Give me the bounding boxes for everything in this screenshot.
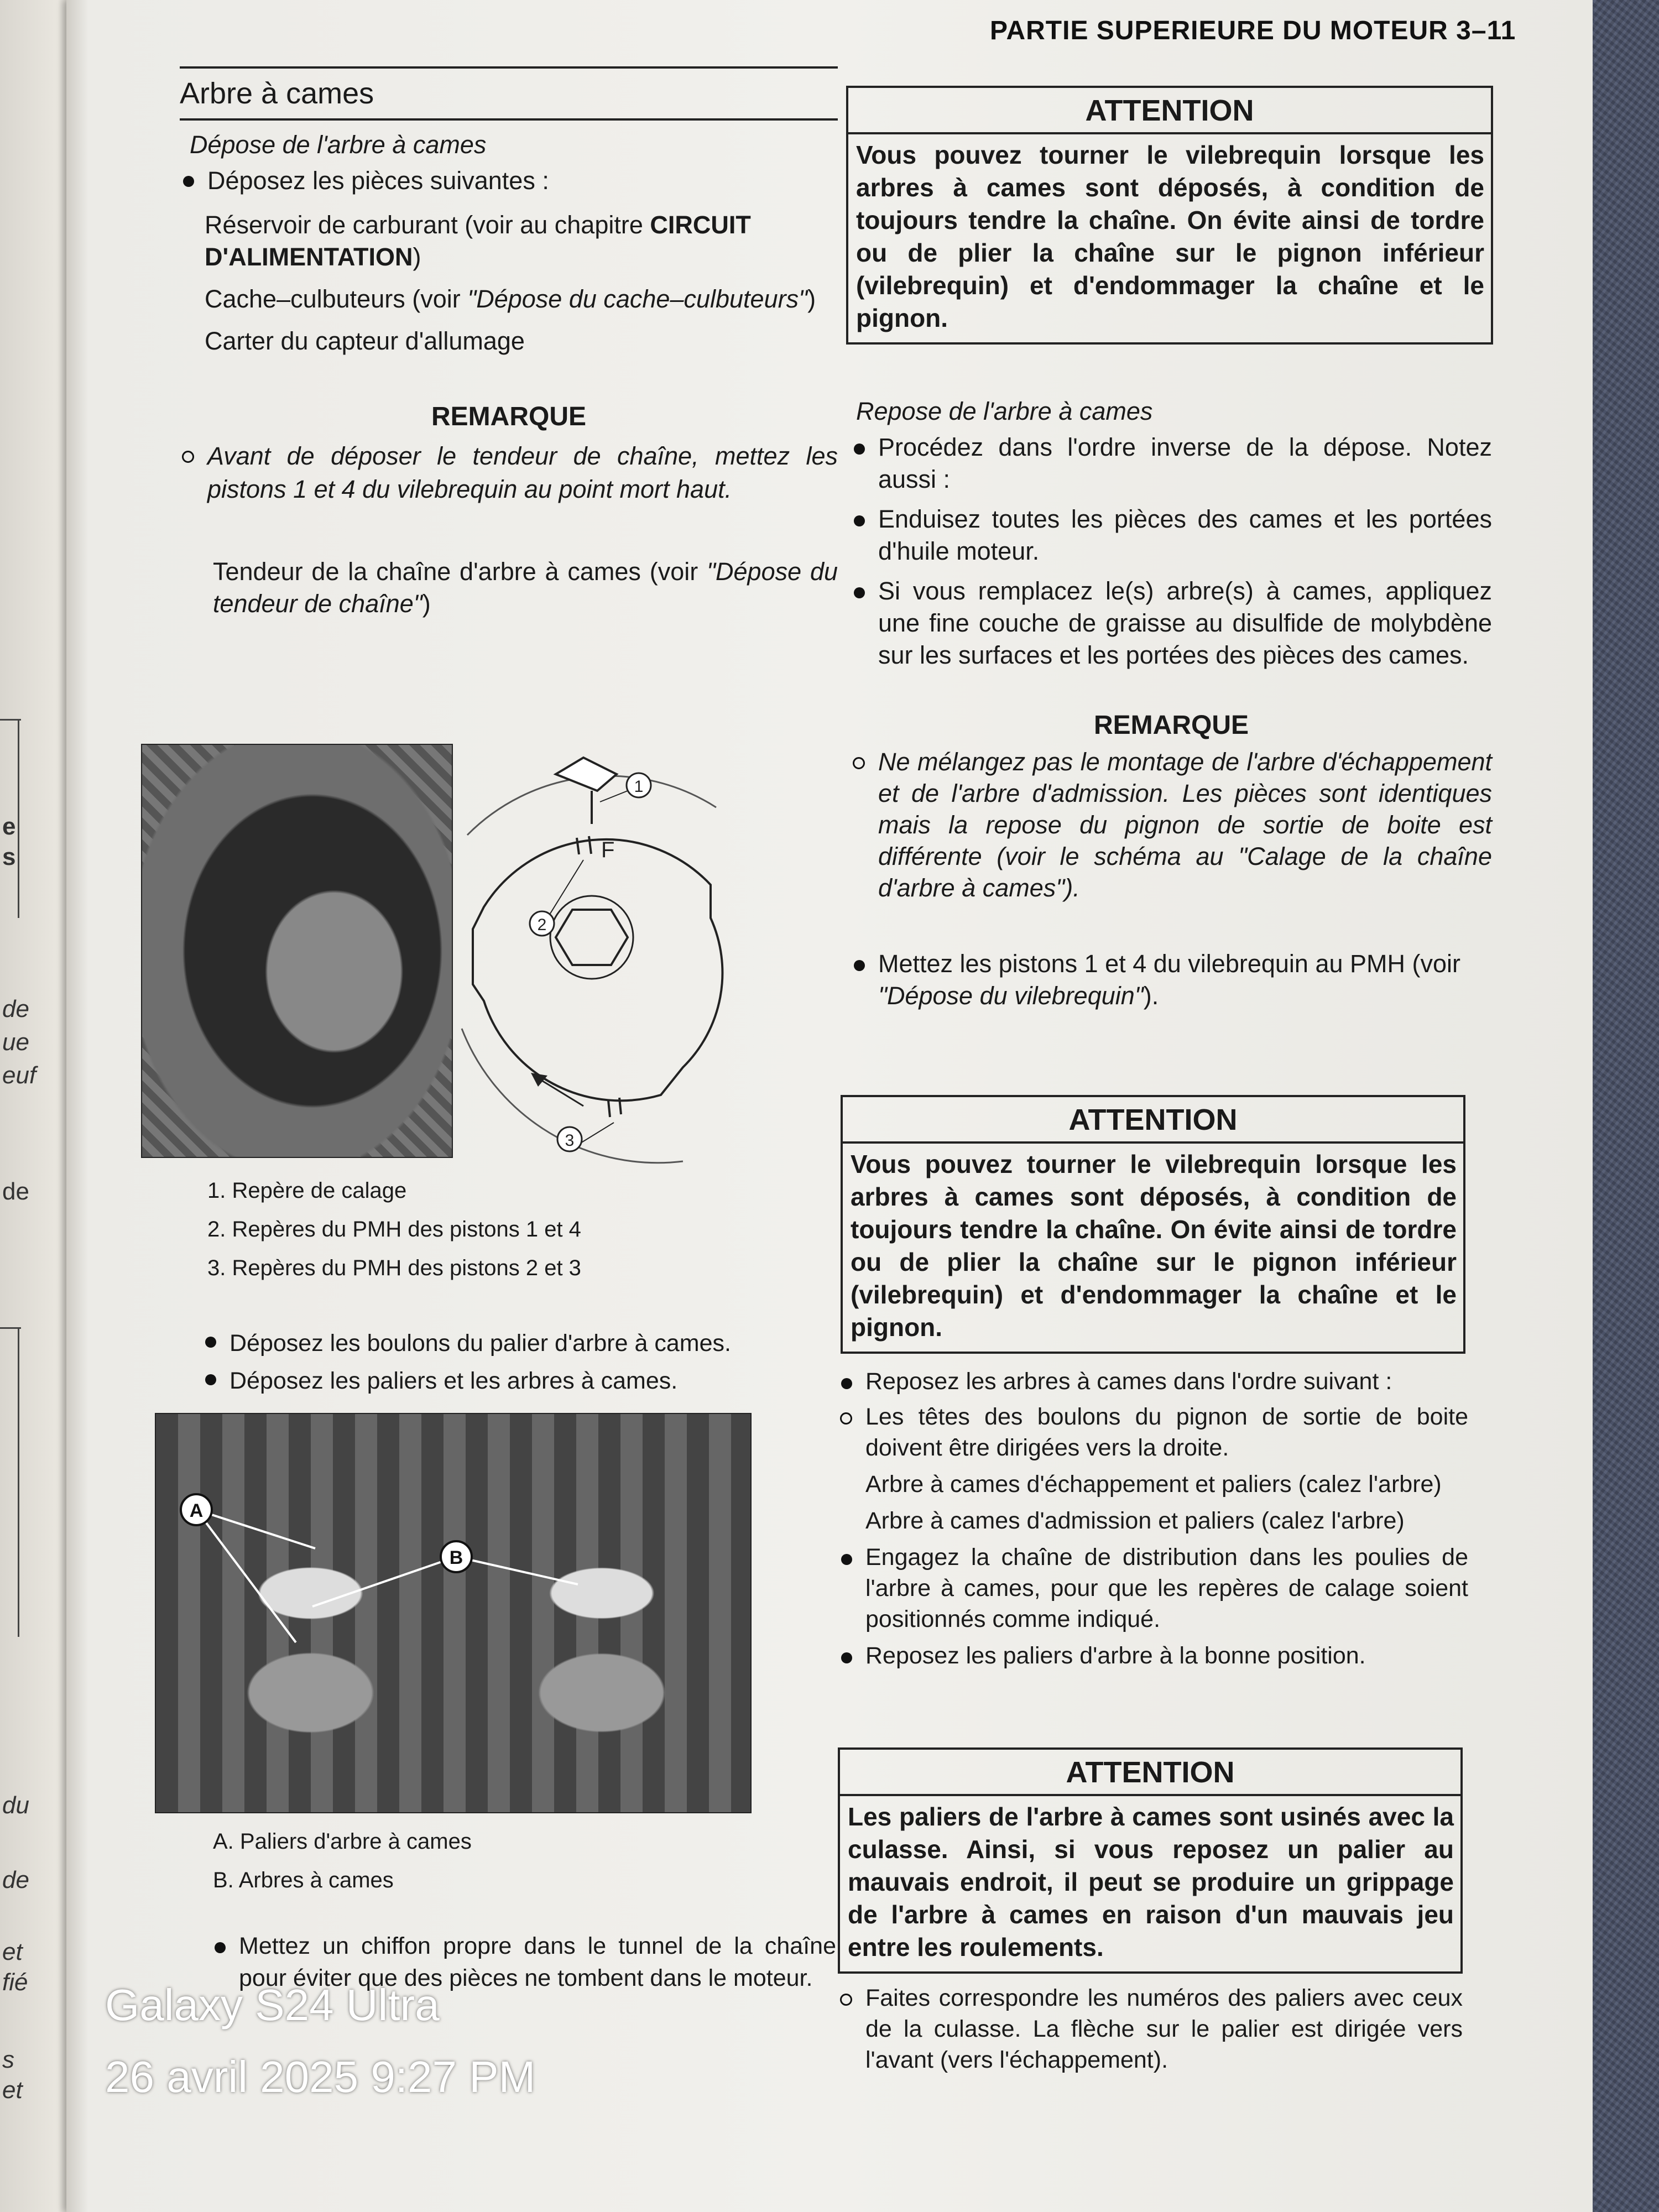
prev-page-fragment: et — [2, 2077, 23, 2104]
remarque-title: REMARQUE — [431, 402, 586, 431]
bullet-icon — [183, 176, 194, 187]
caption-item: A. Paliers d'arbre à cames — [213, 1829, 472, 1854]
prev-page-rule — [18, 1327, 19, 1637]
bullet-item — [838, 1542, 1468, 1635]
hex-bolt-icon — [556, 910, 628, 965]
timing-pointer-icon — [556, 758, 617, 791]
prev-page-rule — [18, 719, 19, 918]
prev-page-fragment: et — [2, 1938, 23, 1965]
bullet-item — [838, 1640, 1468, 1671]
circle-bullet-icon — [182, 451, 194, 463]
prev-page-fragment: de — [2, 1178, 29, 1205]
bullet-text: Procédez dans l'ordre inverse de la dépose. Notez aussi : — [878, 433, 1492, 493]
bullet-item — [851, 503, 1492, 567]
tendeur-text-italic: "Dépose du tendeur de chaîne" — [213, 557, 838, 618]
bullet-icon — [841, 1378, 852, 1389]
f-label: F — [601, 838, 615, 862]
remarque-text: Avant de déposer le tendeur de chaîne, mettez les pistons 1 et 4 du vilebrequin au point mort haut. — [207, 442, 838, 503]
part-text: ) — [807, 285, 816, 313]
attention-box-2 — [841, 1095, 1465, 1354]
warning-box — [846, 86, 1493, 345]
attention-text: Vous pouvez tourner le vilebrequin lorsque les arbres à cames sont déposés, à condition de toujours tendre la chaîne. On évite ainsi de tordre ou de plier la chaîne sur le pignon inférieur (vilebrequin) et d'endommager la chaîne et le pignon. — [851, 1150, 1457, 1342]
bullet-icon — [215, 1942, 226, 1953]
order-step: Arbre à cames d'admission et paliers (calez l'arbre) — [865, 1507, 1405, 1534]
bullet-text-italic: "Dépose du vilebrequin" — [878, 982, 1144, 1010]
leader-line — [600, 791, 628, 802]
part-text: Cache–culbuteurs (voir — [205, 285, 468, 313]
bullet-item — [180, 164, 838, 198]
bullet-text: Mettez un chiffon propre dans le tunnel de la chaîne pour éviter que des pièces ne tombent dans le moteur. — [239, 1933, 836, 1991]
left-column — [180, 66, 838, 620]
caption-item: 3. Repères du PMH des pistons 2 et 3 — [207, 1256, 581, 1280]
prev-page-fragment: de — [2, 995, 29, 1022]
bullet-item — [851, 431, 1492, 495]
callout-b-label: B — [449, 1547, 463, 1568]
remarque-title: REMARQUE — [1093, 711, 1249, 740]
figure1-captions — [207, 1171, 760, 1287]
bullet-item — [202, 1362, 838, 1400]
attention-title: ATTENTION — [840, 1750, 1460, 1796]
circle-bullet-icon — [840, 1412, 852, 1425]
prev-page-fragment: du — [2, 1792, 29, 1819]
attention-text: Vous pouvez tourner le vilebrequin lorsque les arbres à cames sont déposés, à condition de toujours tendre la chaîne. On évite ainsi de tordre ou de plier la chaîne sur le pignon inférieur (vilebrequin) et d'endommager la chaîne et le pignon. — [856, 140, 1484, 332]
subhead-repose: Repose de l'arbre à cames — [856, 397, 1153, 425]
bullet-item — [851, 575, 1492, 671]
bullet-item — [838, 1366, 1468, 1397]
bullet-icon — [854, 444, 865, 455]
callout-1-label: 1 — [634, 778, 644, 796]
bullet-icon — [854, 587, 865, 598]
part-text-italic: "Dépose du cache–culbuteurs" — [467, 285, 808, 313]
sub-item — [838, 1401, 1468, 1463]
page-header: PARTIE SUPERIEURE DU MOTEUR 3–11 — [990, 16, 1516, 45]
repose-order-section — [838, 1366, 1468, 1671]
part-item — [180, 325, 838, 357]
sub-item — [838, 1983, 1463, 2075]
leader-line — [578, 1123, 614, 1145]
caption-item: B. Arbres à cames — [213, 1868, 394, 1892]
section-rule — [180, 66, 838, 69]
prev-page-fragment: e — [2, 813, 16, 840]
part-item — [180, 283, 838, 315]
callout-a-label: A — [189, 1500, 204, 1521]
attention-box-3 — [838, 1747, 1463, 1974]
prev-page-fragment: euf — [2, 1062, 36, 1089]
tendeur-text: ) — [422, 589, 431, 618]
camshaft-photo-callouts — [155, 1413, 749, 1811]
prev-page-fragment: de — [2, 1866, 29, 1893]
tendeur-line — [180, 556, 838, 620]
prev-page-fragment: ue — [2, 1029, 29, 1056]
figure2-captions — [213, 1822, 711, 1900]
part-item — [180, 209, 838, 273]
engine-photo — [141, 744, 453, 1158]
leader-line — [456, 1557, 578, 1584]
leader-line — [196, 1510, 315, 1548]
callout-2-label: 2 — [537, 916, 547, 934]
remarque-item — [180, 440, 838, 506]
callout-3-label: 3 — [565, 1131, 575, 1150]
sub-item-text: Faites correspondre les numéros des paliers avec ceux de la culasse. La flèche sur le palier est dirigée vers l'avant (vers l'échappement). — [865, 1985, 1463, 2073]
attention-text: Les paliers de l'arbre à cames sont usinés avec la culasse. Ainsi, si vous reposez un palier au mauvais endroit, il peut se produire un grippage de l'arbre à cames en raison d'un mauvais jeu entre les roulements. — [848, 1802, 1454, 1961]
part-text: Réservoir de carburant (voir au chapitre — [205, 211, 650, 239]
camera-watermark-datetime: 26 avril 2025 9:27 PM — [105, 2052, 536, 2101]
bullet-text: Déposez les pièces suivantes : — [207, 166, 549, 195]
bullet-text: Déposez les boulons du palier d'arbre à cames. — [229, 1330, 731, 1357]
warning-box — [838, 1747, 1463, 1974]
order-step: Arbre à cames d'échappement et paliers (calez l'arbre) — [865, 1471, 1442, 1498]
prev-page-fragment: fié — [2, 1969, 28, 1996]
section-rule — [180, 118, 838, 121]
caption-item: 2. Repères du PMH des pistons 1 et 4 — [207, 1217, 581, 1241]
depose-bullets — [202, 1324, 838, 1400]
bullet-icon — [205, 1374, 216, 1385]
final-note — [838, 1983, 1463, 2075]
subhead-depose: Dépose de l'arbre à cames — [190, 131, 487, 159]
tdc-mark — [608, 1100, 610, 1117]
prev-page-fragment: s — [2, 843, 16, 870]
rotor-outline — [473, 839, 722, 1100]
repose-section — [851, 397, 1492, 1012]
bullet-text: Si vous remplacez le(s) arbre(s) à cames, appliquez une fine couche de graisse au disulfide de molybdène sur les surfaces et les portées des pièces des cames. — [878, 577, 1492, 669]
circle-bullet-icon — [840, 1994, 852, 2006]
warning-box — [841, 1095, 1465, 1354]
bullet-text: Mettez les pistons 1 et 4 du vilebrequin au PMH (voir — [878, 950, 1460, 978]
attention-box-1 — [846, 86, 1493, 345]
prev-page-fragment: s — [2, 2046, 14, 2073]
timing-diagram — [451, 741, 738, 1164]
tendeur-text: Tendeur de la chaîne d'arbre à cames (voir — [213, 557, 707, 586]
bullet-item — [202, 1324, 838, 1362]
bullet-item — [851, 948, 1492, 1012]
attention-title: ATTENTION — [843, 1097, 1463, 1144]
manual-page — [66, 0, 1593, 2212]
bullet-icon — [854, 960, 865, 971]
attention-title: ATTENTION — [848, 88, 1491, 134]
bullet-icon — [841, 1652, 852, 1663]
part-text-bold: CIRCUIT D'ALIMENTATION — [205, 211, 751, 271]
section-title: Arbre à cames — [180, 77, 374, 110]
bullet-text: Reposez les paliers d'arbre à la bonne position. — [865, 1642, 1366, 1669]
bolt-circle — [550, 896, 633, 979]
remarque-item — [851, 746, 1492, 904]
part-text: Carter du capteur d'allumage — [205, 327, 525, 355]
bullet-text: Reposez les arbres à cames dans l'ordre suivant : — [865, 1368, 1392, 1395]
camera-watermark-device: Galaxy S24 Ultra — [105, 1980, 440, 2030]
bullet-icon — [205, 1337, 216, 1348]
tdc-mark — [577, 838, 579, 854]
bullet-icon — [854, 515, 865, 526]
leader-line — [312, 1557, 456, 1606]
bullet-text: Engagez la chaîne de distribution dans les poulies de l'arbre à cames, pour que les repères de calage soient positionnés comme indiqué. — [865, 1544, 1468, 1632]
part-text: ) — [413, 243, 421, 271]
remarque-text: Ne mélangez pas le montage de l'arbre d'échappement et de l'arbre d'admission. Les pièces sont identiques mais la repose du pignon de sortie de boite est différente (voir le schéma au "Calage de la chaîne d'arbre à cames"). — [878, 748, 1492, 902]
bullet-icon — [841, 1554, 852, 1565]
sub-item-text: Les têtes des boulons du pignon de sortie de boite doivent être dirigées vers la droite. — [865, 1404, 1468, 1461]
leader-line — [196, 1510, 296, 1642]
bullet-text: Enduisez toutes les pièces des cames et les portées d'huile moteur. — [878, 505, 1492, 565]
caption-item: 1. Repère de calage — [207, 1178, 407, 1203]
bullet-text: Déposez les paliers et les arbres à cames. — [229, 1368, 678, 1394]
tdc-mark — [589, 836, 591, 854]
circle-bullet-icon — [853, 757, 865, 769]
bullet-text: ). — [1143, 982, 1159, 1010]
